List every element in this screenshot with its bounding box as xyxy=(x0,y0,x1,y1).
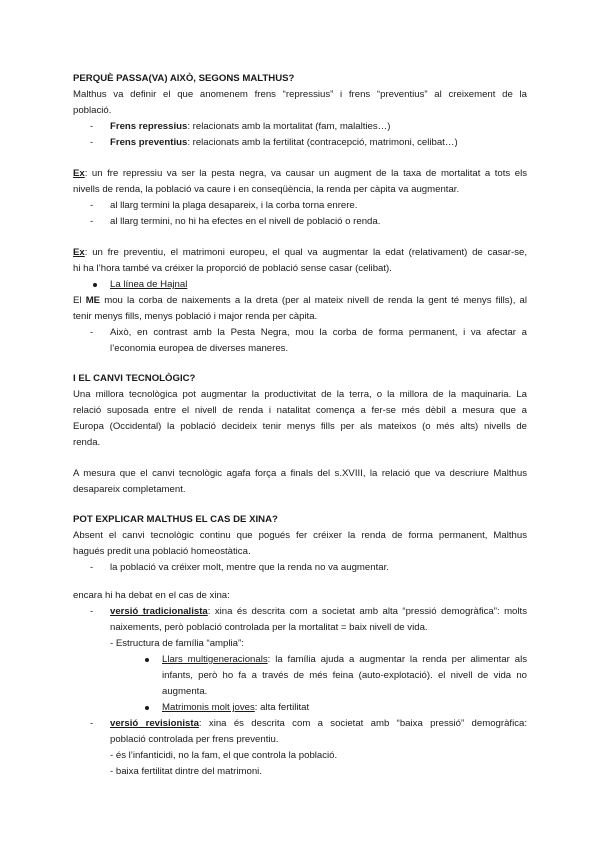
paragraph-line: encara hi ha debat en el cas de xina: xyxy=(73,590,230,601)
list-item: població controlada per frens preventiu. xyxy=(110,734,279,745)
term-frens-preventius: Frens preventius xyxy=(110,137,188,148)
list-item-text: : la família ajuda a augmentar la renda per alimentar als xyxy=(267,654,527,665)
text: El xyxy=(73,295,86,306)
dash-bullet: - xyxy=(90,606,94,617)
paragraph-line: Malthus va definir el que anomenem frens “repressius” i frens “preventius” al creixement de la xyxy=(73,89,527,100)
example-label: Ex xyxy=(73,247,85,258)
section-heading-canvi-tecnologic: I EL CANVI TECNOLÒGIC? xyxy=(73,373,196,384)
list-item-text: : relacionats amb la mortalitat (fam, malalties…) xyxy=(187,121,391,132)
bullet-dot xyxy=(93,283,97,287)
paragraph-line: desapareix completament. xyxy=(73,484,186,495)
dash-bullet: - xyxy=(90,200,94,211)
term-llars-multigeneracionals: Llars multigeneracionals xyxy=(162,654,268,665)
example-line: hi ha l’hora també va créixer la proporció de població sense casar (celibat). xyxy=(73,263,392,274)
dash-bullet: - xyxy=(90,718,94,729)
list-item: augmenta. xyxy=(162,686,208,697)
list-item-text: : relacionats amb la fertilitat (contracepció, matrimoni, celibat…) xyxy=(187,137,458,148)
list-item: l’economia europea de diverses maneres. xyxy=(110,343,289,354)
dash-bullet: - xyxy=(90,121,94,132)
paragraph-line: A mesura que el canvi tecnològic agafa força a finals del s.XVIII, la relació que va descriure Malthus xyxy=(73,468,527,479)
section-heading-malthus: PERQUÈ PASSA(VA) AIXÒ, SEGONS MALTHUS? xyxy=(73,73,295,84)
paragraph-line: hagués predit una població homeostàtica. xyxy=(73,546,251,557)
list-item xyxy=(110,137,458,149)
list-item: al llarg termini la plaga desapareix, i la corba torna enrere. xyxy=(110,200,358,211)
term-me: ME xyxy=(85,295,101,306)
list-item: Això, en contrast amb la Pesta Negra, mou la corba de forma permanent, i va afectar a xyxy=(110,327,527,338)
list-item: la població va créixer molt, mentre que la renda no va augmentar. xyxy=(110,562,389,573)
list-item: naixements, però població controlada per la mortalitat = baix nivell de vida. xyxy=(110,622,428,633)
paragraph-line: població. xyxy=(73,105,112,116)
paragraph-line: relació suposada entre el nivell de renda i natalitat comença a fer-se més dèbil a mesura que a xyxy=(73,405,527,416)
list-item: - baixa fertilitat dintre del matrimoni. xyxy=(110,766,262,777)
dash-bullet: - xyxy=(90,137,94,148)
dash-bullet: - xyxy=(90,327,94,338)
example-text: : un fre repressiu va ser la pesta negra, va causar un augment de la taxa de mortalitat a tots els xyxy=(84,168,527,179)
paragraph-line xyxy=(73,295,527,307)
text: mou la corba de naixements a la dreta (per al mateix nivell de renda la gent té menys fills), al xyxy=(100,295,527,306)
dash-bullet: - xyxy=(90,562,94,573)
list-item: al llarg termini, no hi ha efectes en el nivell de població o renda. xyxy=(110,216,381,227)
list-item: - Estructura de família “amplia”: xyxy=(110,638,244,649)
bullet-dot xyxy=(145,658,149,662)
paragraph-line: Absent el canvi tecnològic continu que pogués fer créixer la renda de forma permanent, Malthus xyxy=(73,530,527,541)
list-item: infants, però ho fa a través de més feina (auto-explotació). el nivell de vida no xyxy=(162,670,527,681)
list-item xyxy=(110,718,527,730)
bullet-dot xyxy=(145,706,149,710)
term-versio-revisionista: versió revisionista xyxy=(110,718,199,729)
example-label: Ex xyxy=(73,168,85,179)
list-item xyxy=(162,654,527,666)
term-matrimonis-molt-joves: Matrimonis molt joves xyxy=(162,702,255,713)
example-text: : un fre preventiu, el matrimoni europeu, el qual va augmentar la edat (relativament) de casar-se, xyxy=(84,247,527,258)
list-item: - és l’infanticidi, no la fam, el que controla la població. xyxy=(110,750,338,761)
hajnal-line-item: La línea de Hajnal xyxy=(110,279,188,290)
list-item xyxy=(110,121,390,133)
list-item xyxy=(162,702,309,714)
list-item-text: : xina és descrita com a societat amb “baixa pressió” demogràfica: xyxy=(198,718,527,729)
paragraph-line: renda. xyxy=(73,437,101,448)
list-item xyxy=(110,606,527,618)
example-line: nivells de renda, la població va caure i en conseqüència, la renda per càpita va augmentar. xyxy=(73,184,460,195)
section-heading-xina: POT EXPLICAR MALTHUS EL CAS DE XINA? xyxy=(73,514,278,525)
example-line xyxy=(73,168,527,180)
paragraph-line: Europa (Occidental) la població decideix tenir menys fills per als mateixos (o més alts) nivells de xyxy=(73,421,527,432)
term-frens-repressius: Frens repressius xyxy=(110,121,188,132)
dash-bullet: - xyxy=(90,216,94,227)
paragraph-line: Una millora tecnològica pot augmentar la productivitat de la terra, o la millora de la maquinaria. La xyxy=(73,389,527,400)
paragraph-line: tenir menys fills, menys població i major renda per càpita. xyxy=(73,311,318,322)
example-line xyxy=(73,247,527,259)
term-versio-tradicionalista: versió tradicionalista xyxy=(110,606,208,617)
list-item-text: : xina és descrita com a societat amb alta “pressió demogràfica”: molts xyxy=(207,606,527,617)
list-item-text: : alta fertilitat xyxy=(254,702,310,713)
